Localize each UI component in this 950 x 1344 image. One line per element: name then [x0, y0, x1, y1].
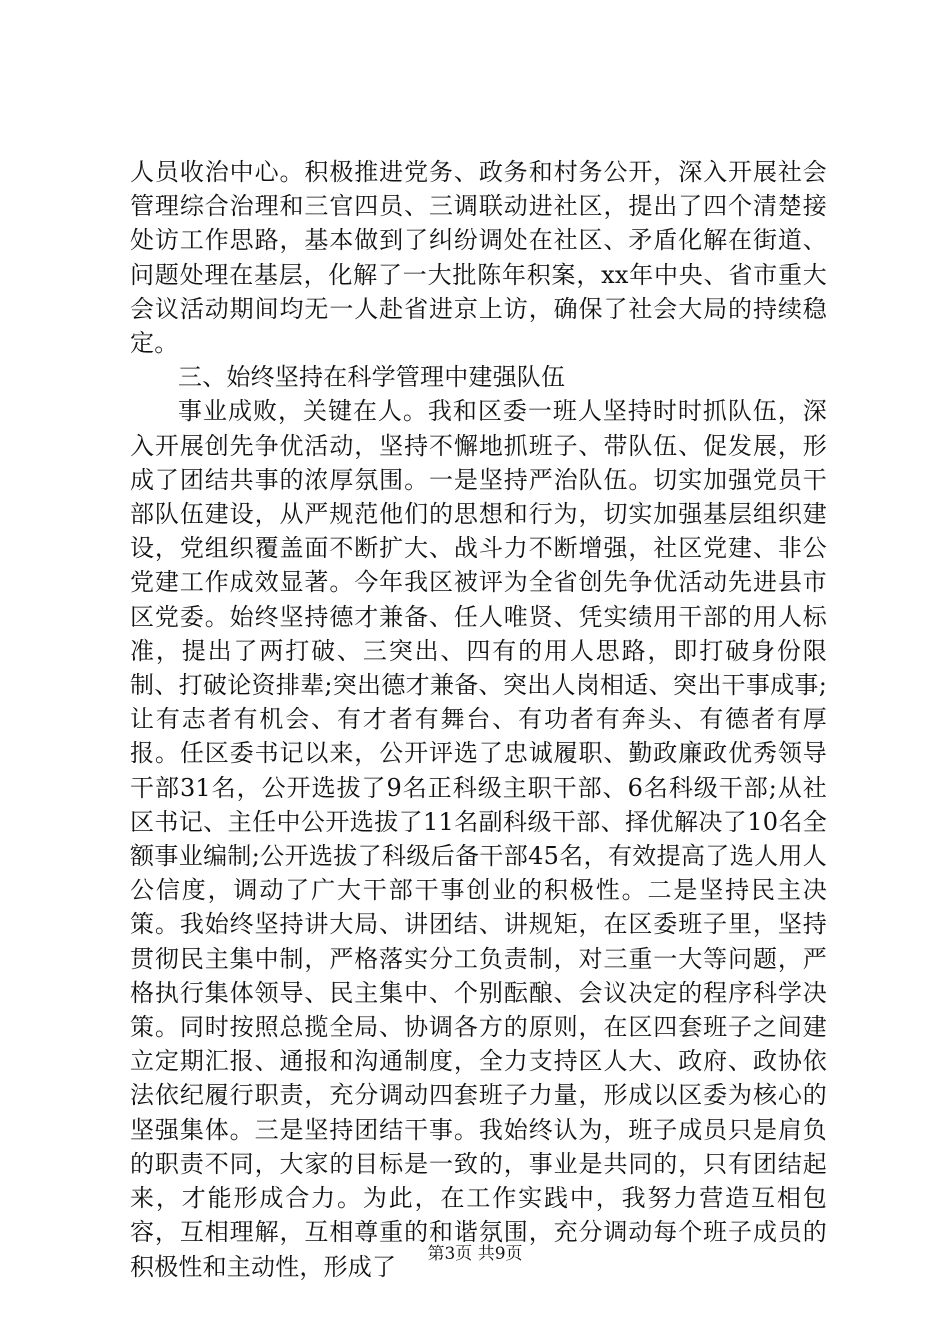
document-body: [130, 155, 827, 1284]
paragraph-continuation: 人员收治中心。积极推进党务、政务和村务公开，深入开展社会管理综合治理和三官四员、三调联动进社区，提出了四个清楚接处访工作思路，基本做到了纠纷调处在社区、矛盾化解在街道、问题处理在基层，化解了一大批陈年积案，xx年中央、省市重大会议活动期间均无一人赴省进京上访，确保了社会大局的持续稳定。: [130, 158, 827, 358]
page-footer: 第3页 共9页: [427, 1244, 523, 1264]
paragraph-body: 事业成败，关键在人。我和区委一班人坚持时时抓队伍，深入开展创先争优活动，坚持不懈地抓班子、带队伍、促发展，形成了团结共事的浓厚氛围。一是坚持严治队伍。切实加强党员干部队伍建设，从严规范他们的思想和行为，切实加强基层组织建设，党组织覆盖面不断扩大、战斗力不断增强，社区党建、非公党建工作成效显著。今年我区被评为全省创先争优活动先进县市区党委。始终坚持德才兼备、任人唯贤、凭实绩用干部的用人标准，提出了两打破、三突出、四有的用人思路，即打破身份限制、打破论资排辈;突出德才兼备、突出人岗相适、突出干事成事;让有志者有机会、有才者有舞台、有功者有奔头、有德者有厚报。任区委书记以来，公开评选了忠诚履职、勤政廉政优秀领导干部31名，公开选拔了9名正科级主职干部、6名科级干部;从社区书记、主任中公开选拔了11名副科级干部、择优解决了10名全额事业编制;公开选拔了科级后备干部45名，有效提高了选人用人公信度，调动了广大干部干事创业的积极性。二是坚持民主决策。我始终坚持讲大局、讲团结、讲规矩，在区委班子里，坚持贯彻民主集中制，严格落实分工负责制，对三重一大等问题，严格执行集体领导、民主集中、个别酝酿、会议决定的程序科学决策。同时按照总揽全局、协调各方的原则，在区四套班子之间建立定期汇报、通报和沟通制度，全力支持区人大、政府、政协依法依纪履行职责，充分调动四套班子力量，形成以区委为核心的坚强集体。三是坚持团结干事。我始终认为，班子成员只是肩负的职责不同，大家的目标是一致的，事业是共同的，只有团结起来，才能形成合力。为此，在工作实践中，我努力营造互相包容，互相理解，互相尊重的和谐氛围，充分调动每个班子成员的积极性和主动性，形成了: [130, 397, 827, 1281]
section-heading: 三、始终坚持在科学管理中建强队伍: [178, 363, 566, 392]
